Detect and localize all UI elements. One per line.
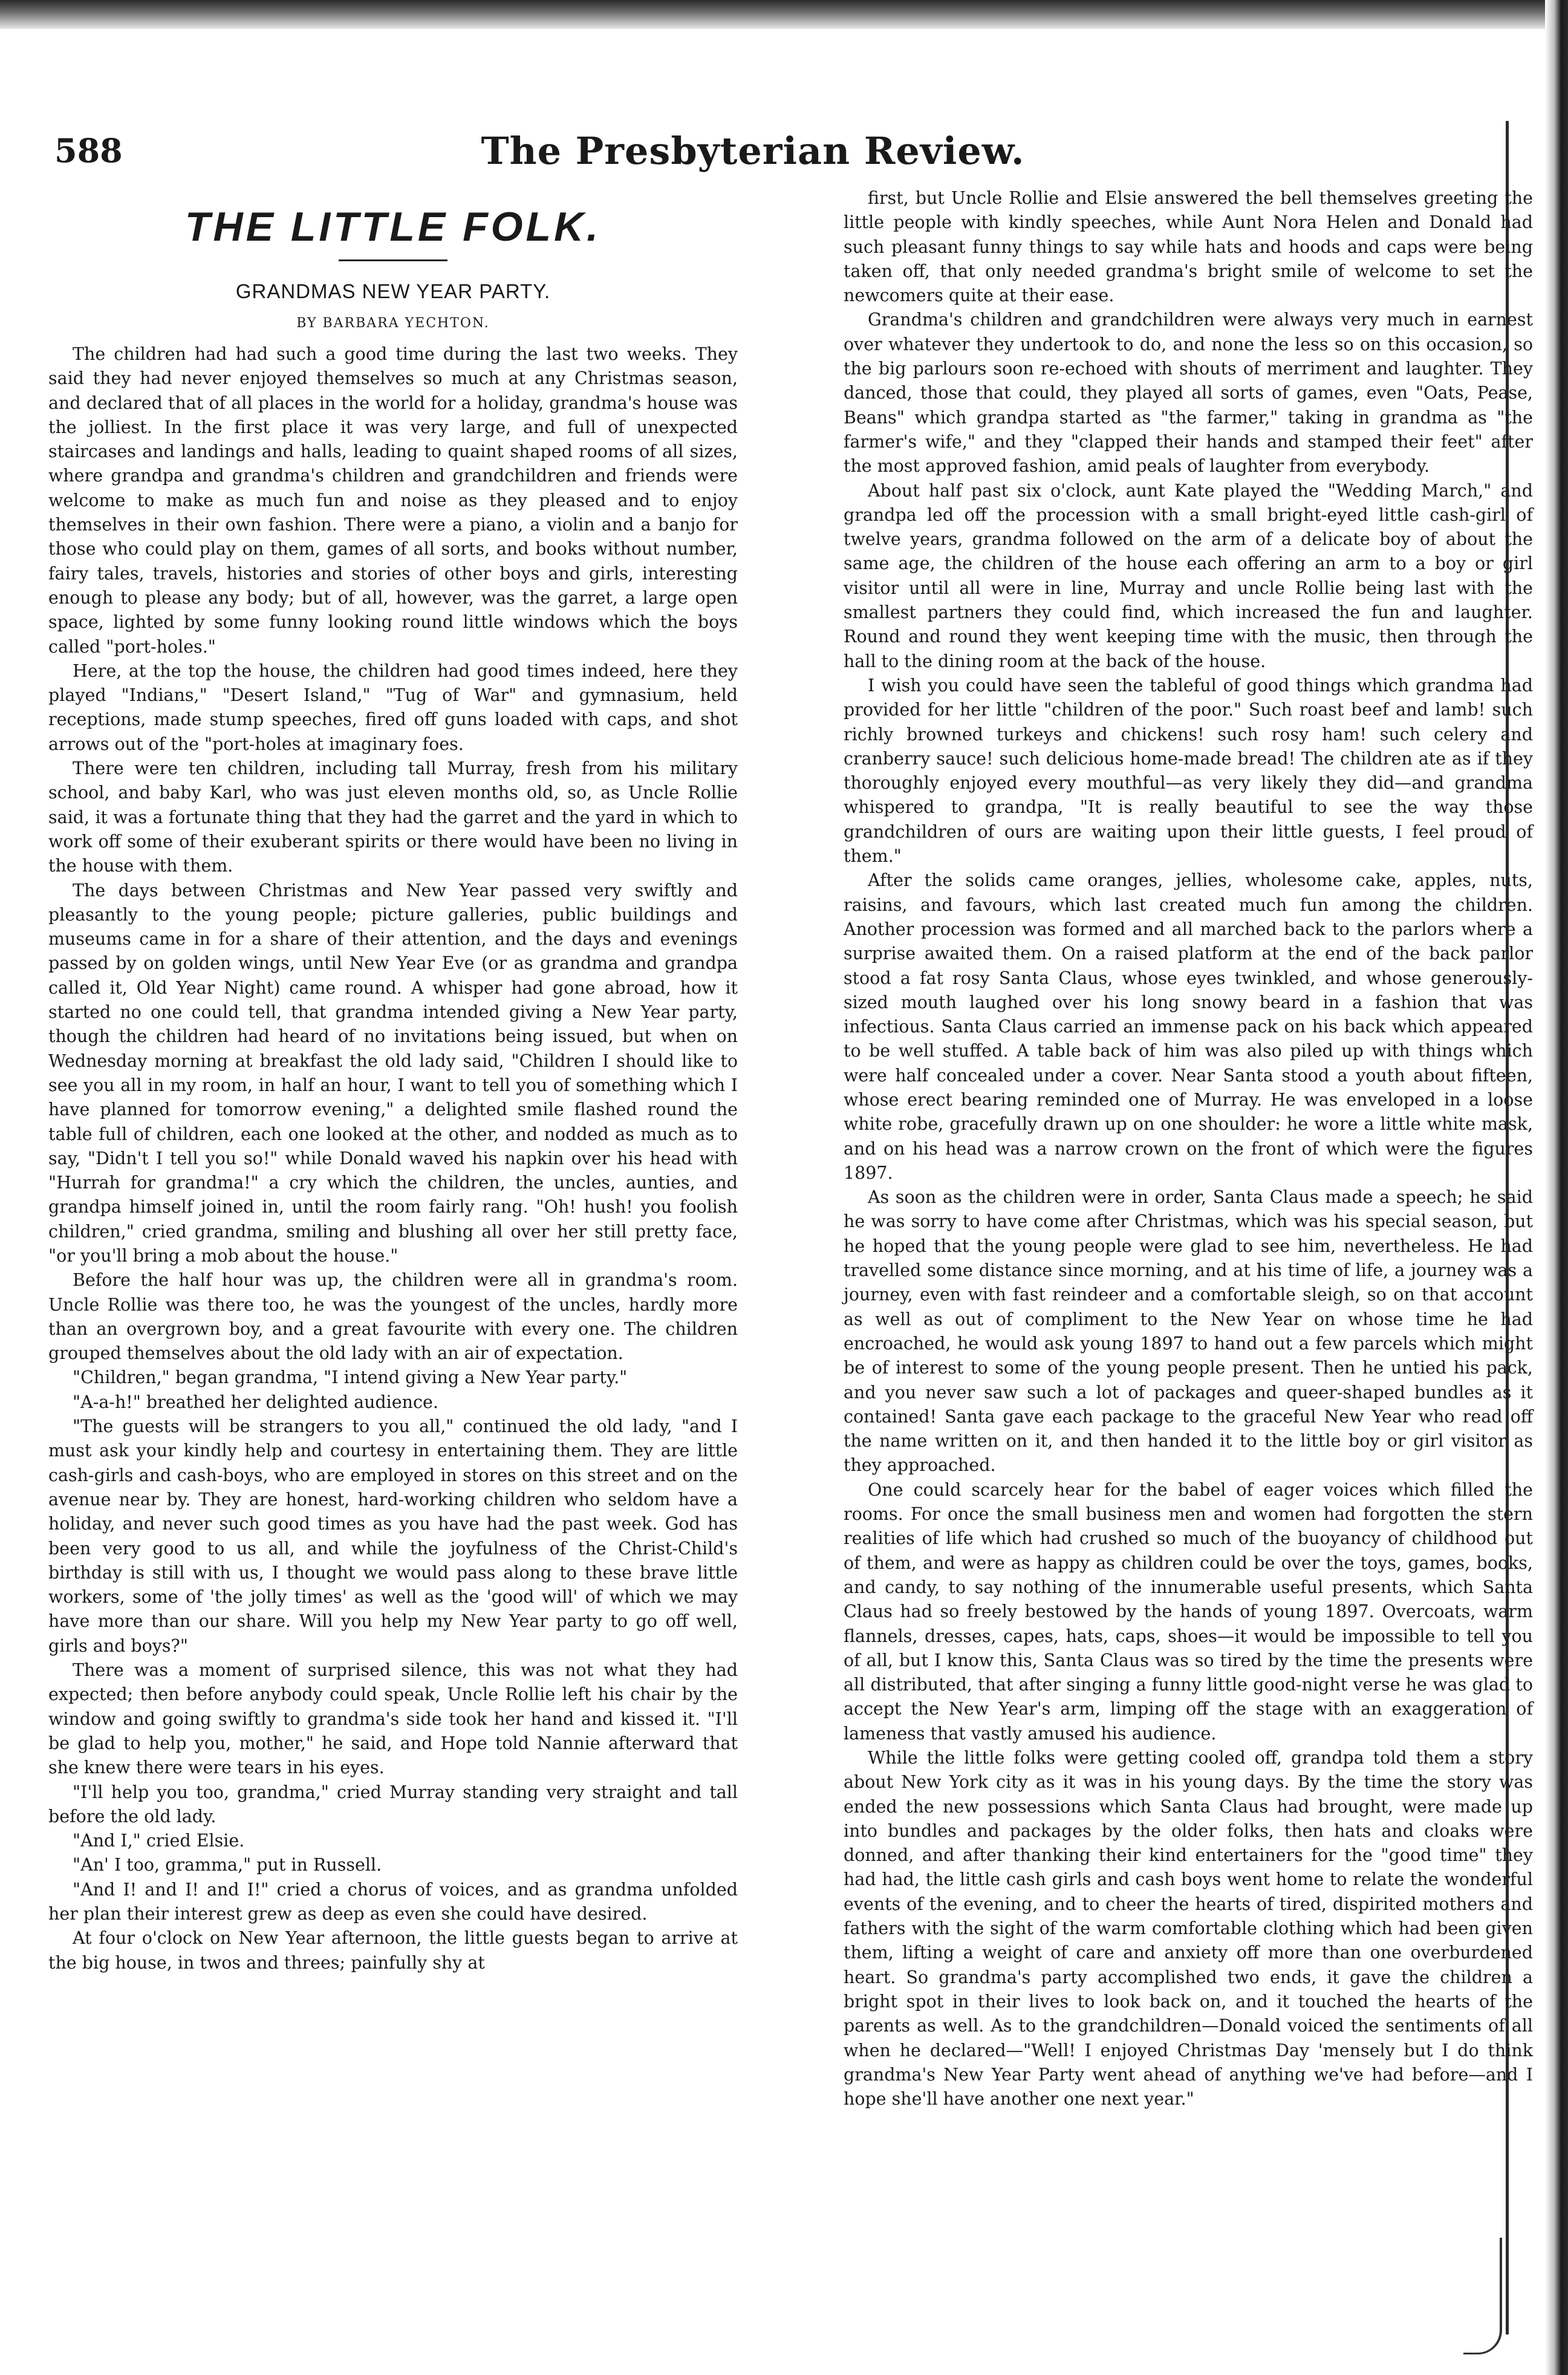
paragraph: first, but Uncle Rollie and Elsie answered the bell themselves greeting the little people with kindly speeches, while Aunt Nora Helen and Donald had such pleasant funny things to say while hats and hoods and caps were being taken off, that only needed grandma's bright smile of welcome to set the newcomers quite at their ease.	[844, 188, 1533, 306]
paragraph: As soon as the children were in order, Santa Claus made a speech; he said he was sorry to have come after Christmas, which was his special season, but he hoped that the young people were glad to see him, nevertheless. He had travelled some distance since morning, and at his time of life, a journey was a journey, even with fast reindeer and a comfortable sleigh, so on that account as well as out of compliment to the New Year on whose time he had encroached, he would ask young 1897 to hand out a few parcels which might be of interest to some of the young people present. Then he untied his pack, and you never saw such a lot of packages and queer-shaped bundles as it contained! Santa gave each package to the graceful New Year who read off the name written on it, and then handed it to the little boy or girl visitor as they approached.	[844, 1187, 1533, 1476]
left-column	[48, 184, 738, 1975]
paragraph: "The guests will be strangers to you all," continued the old lady, "and I must ask your kindly help and courtesy in entertaining them. They are little cash-girls and cash-boys, who are employed in stores on this street and on the avenue near by. They are honest, hard-working children who seldom have a holiday, and never such good times as you have had the past week. God has been very good to us all, and while the joyfulness of the Christ-Child's birthday is still with us, I thought we would pass along to these brave little workers, some of 'the jolly times' as well as the 'good will' of which we may have more than our share. Will you help my New Year party to go off well, girls and boys?"	[48, 1416, 738, 1656]
paragraph: I wish you could have seen the tableful of good things which grandma had provided for her little "children of the poor." Such roast beef and lamb! such richly browned turkeys and chickens! such rosy ham! such celery and cranberry sauce! such delicious home-made bread! The children ate as if they thoroughly enjoyed every mouthful—as very likely they did—and grandma whispered to grandpa, "It is really beautiful to see the way those grandchildren of ours are waiting upon their little guests, I feel proud of them."	[844, 675, 1533, 867]
right-paragraphs	[844, 186, 1533, 2111]
paragraph: The children had had such a good time during the last two weeks. They said they had never enjoyed themselves so much at any Christmas season, and declared that of all places in the world for a holiday, grandma's house was the jolliest. In the first place it was very large, and full of unexpected staircases and landings and halls, leading to quaint shaped rooms of all sizes, where grandpa and grandma's children and grandchildren and friends were welcome to make as much fun and noise as they pleased and to enjoy themselves in their own fashion. There were a piano, a violin and a banjo for those who could play on them, games of all sorts, and books without number, fairy tales, travels, histories and stories of other boys and girls, interesting enough to please any body; but of all, however, was the garret, a large open space, lighted by some funny looking round little windows which the boys called "port-holes."	[48, 344, 738, 657]
scan-right-edge	[1545, 0, 1568, 2375]
paragraph: "An' I too, gramma," put in Russell.	[73, 1855, 382, 1875]
paragraph: "And I," cried Elsie.	[73, 1831, 245, 1851]
page-fold-mark	[1463, 2238, 1502, 2354]
title-rule	[339, 259, 447, 261]
paragraph: There was a moment of surprised silence, this was not what they had expected; then before anybody could speak, Uncle Rollie left his chair by the window and going swiftly to grandma's side took her hand and kissed it. "I'll be glad to help you, mother," he said, and Hope told Nannie afterward that she knew there were tears in his eyes.	[48, 1660, 738, 1778]
article-subtitle: GRANDMAS NEW YEAR PARTY.	[235, 280, 551, 302]
paragraph: Before the half hour was up, the children were all in grandma's room. Uncle Rollie was there too, he was the youngest of the uncles, hardly more than an overgrown boy, and a great favourite with every one. The children grouped themselves about the old lady with an air of expectation.	[48, 1270, 738, 1364]
paragraph: After the solids came oranges, jellies, wholesome cake, apples, nuts, raisins, and favours, which last created much fun among the children. Another procession was formed and all marched back to the parlors where a surprise awaited them. On a raised platform at the end of the back parlor stood a fat rosy Santa Claus, whose eyes twinkled, and whose generously-sized mouth laughed over his long snowy beard in a fashion that was infectious. Santa Claus carried an immense pack on his back which appeared to be well stuffed. A table back of him was also piled up with things which were half concealed under a cover. Near Santa stood a youth about fifteen, whose erect bearing reminded one of Murray. He was enveloped in a loose white robe, gracefully drawn up on one shoulder: he wore a little white mask, and on his head was a narrow crown on the front of which were the figures 1897.	[844, 870, 1533, 1183]
paragraph: About half past six o'clock, aunt Kate played the "Wedding March," and grandpa led off the procession with a small bright-eyed little cash-girl of twelve years, grandma followed on the arm of a delicate boy of about the same age, the children of the house each offering an arm to a boy or girl visitor until all were in line, Murray and uncle Rollie being last with the smallest partners they could find, which increased the fun and laughter. Round and round they went keeping time with the music, then through the hall to the dining room at the back of the house.	[844, 480, 1533, 671]
paragraph: "And I! and I! and I!" cried a chorus of voices, and as grandma unfolded her plan their interest grew as deep as even she could have desired.	[48, 1879, 738, 1924]
paragraph: One could scarcely hear for the babel of eager voices which filled the rooms. For once the small business men and women had forgotten the stern realities of life which had crushed so much of the buoyancy of childhood out of them, and were as happy as children could be over the toys, games, books, and candy, to say nothing of the innumerable useful presents, which Santa Claus had so freely bestowed by the hands of young 1897. Overcoats, warm flannels, dresses, capes, hats, caps, shoes—it would be impossible to tell you of all, but I know this, Santa Claus was so tired by the time the presents were all distributed, that after singing a funny little good-night verse he was glad to accept the New Year's arm, limping off the stage with an exaggeration of lameness that vastly amused his audience.	[844, 1479, 1533, 1744]
paragraph: Grandma's children and grandchildren were always very much in earnest over whatever they undertook to do, and none the less so on this occasion, so the big parlours soon re-echoed with shouts of merriment and laughter. They danced, those that could, they played all sorts of games, even "Oats, Pease, Beans" which grandpa started as "the farmer," taking in grandma as "the farmer's wife," and they "clapped their hands and stamped their feet" after the most approved fashion, amid peals of laughter from everybody.	[844, 310, 1533, 477]
paragraph: "Children," began grandma, "I intend giving a New Year party."	[73, 1367, 628, 1388]
right-column	[844, 186, 1533, 2111]
paragraph: Here, at the top the house, the children had good times indeed, here they played "Indians," "Desert Island," "Tug of War" and gymnasium, held receptions, made stump speeches, fired off guns loaded with caps, and shot arrows out of the "port-holes at imaginary foes.	[48, 660, 738, 754]
article-title: THE LITTLE FOLK.	[184, 204, 602, 250]
left-paragraphs	[48, 342, 738, 1975]
scan-top-edge	[0, 0, 1568, 29]
page-number: 588	[54, 131, 123, 170]
paragraph: The days between Christmas and New Year passed very swiftly and pleasantly to the young people; picture galleries, public buildings and museums came in for a share of their attention, and the days and evenings passed by on golden wings, until New Year Eve (or as grandma and grandpa called it, Old Year Night) came round. A whisper had gone abroad, how it started no one could tell, that grandma intended giving a New Year party, though the children had heard of no invitations being issued, but when on Wednesday morning at breakfast the old lady said, "Children I should like to see you all in my room, in half an hour, I want to tell you of something which I have planned for tomorrow evening," a delighted smile flashed round the table full of children, each one looked at the other, and nodded as much as to say, "Didn't I tell you so!" while Donald waved his napkin over his head with "Hurrah for grandma!" a cry which the children, the uncles, aunties, and grandpa himself joined in, until the room fairly rang. "Oh! hush! you foolish children," cried grandma, smiling and blushing all over her still pretty face, "or you'll bring a mob about the house."	[48, 880, 738, 1266]
article-byline: BY BARBARA YECHTON.	[296, 316, 490, 331]
paragraph: While the little folks were getting cooled off, grandpa told them a story about New York city as it was in his young days. By the time the story was ended the new possessions which Santa Claus had brought, were made up into bundles and packages by the older folks, then hats and cloaks were donned, and after thanking their kind entertainers for the "good time" they had had, the little cash girls and cash boys went home to relate the wonderful events of the evening, and to cheer the hearts of tired, dispirited mothers and fathers with the sight of the warm comfortable clothing which had been given them, lifting a weight of care and anxiety off more than one overburdened heart. So grandma's party accomplished two ends, it gave the children a bright spot in their lives to look back on, and it touched the hearts of the parents as well. As to the grandchildren—Donald voiced the sentiments of all when he declared—"Well! I enjoyed Christmas Day 'mensely but I do think grandma's New Year Party went ahead of anything we've had before—and I hope she'll have another one next year."	[844, 1748, 1533, 2109]
paragraph: "A-a-h!" breathed her delighted audience.	[73, 1392, 438, 1412]
paragraph: "I'll help you too, grandma," cried Murray standing very straight and tall before the old lady.	[48, 1782, 738, 1826]
page-header	[48, 124, 1457, 178]
paragraph: There were ten children, including tall Murray, fresh from his military school, and baby Karl, who was just eleven months old, so, as Uncle Rollie said, it was a fortunate thing that they had the garret and the yard in which to work off some of their exuberant spirits or there would have been no living in the house with them.	[48, 758, 738, 876]
journal-title: The Presbyterian Review.	[481, 129, 1025, 173]
paragraph: At four o'clock on New Year afternoon, the little guests began to arrive at the big house, in twos and threes; painfully shy at	[48, 1928, 738, 1973]
